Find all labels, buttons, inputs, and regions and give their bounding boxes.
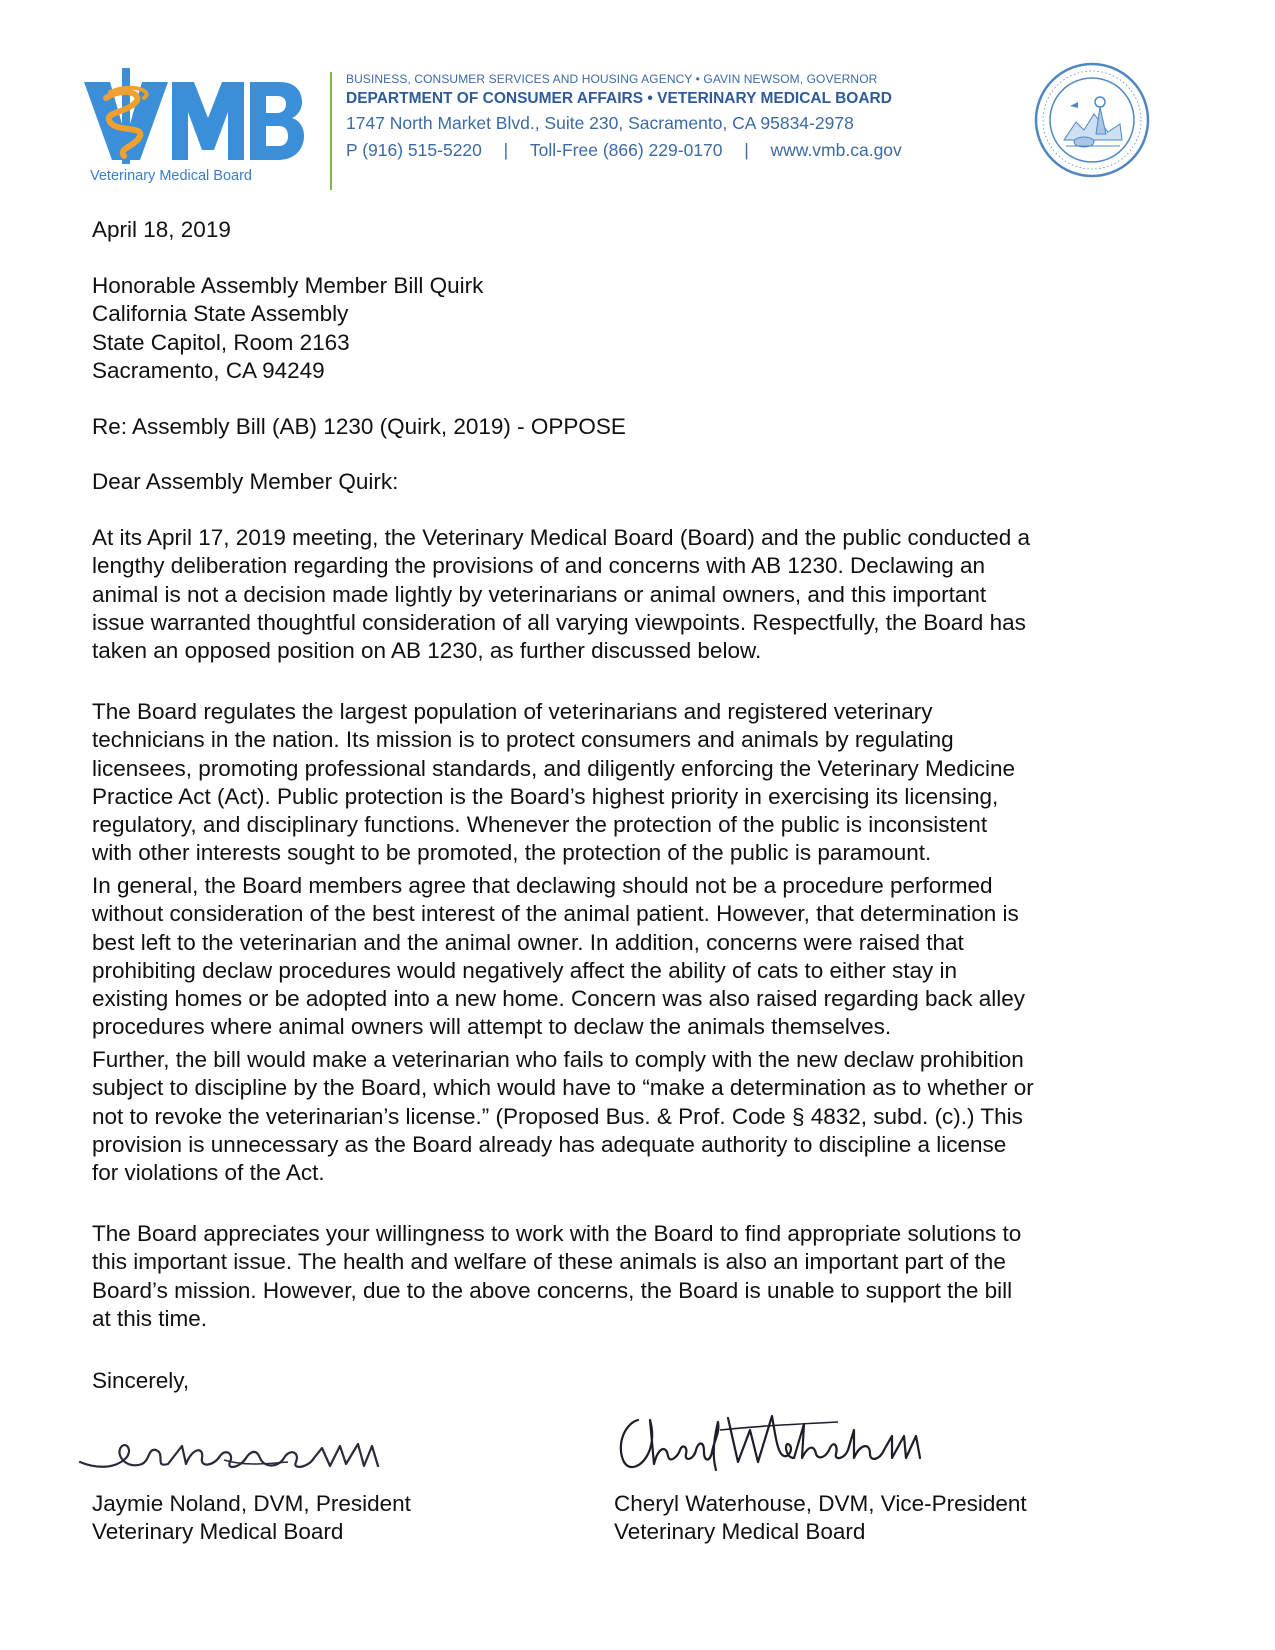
contact-separator: | [744,140,749,160]
salutation: Dear Assembly Member Quirk: [92,469,399,494]
signer-block-president [92,1490,411,1547]
paragraph-line: with other interests sought to be promoted, the protection of the public is paramount. [92,840,932,866]
vmb-logo [84,68,304,196]
paragraph-line: subject to discipline by the Board, which would have to “make a determination as to whether or [92,1075,1034,1101]
paragraph-line: not to revoke the veterinarian’s license.” (Proposed Bus. & Prof. Code § 4832, subd. (c).) This [92,1103,1023,1129]
paragraph-line: without consideration of the best interest of the animal patient. However, that determination is [92,901,1019,927]
signer-name-title: Jaymie Noland, DVM, President [92,1491,411,1516]
recipient-line: State Capitol, Room 2163 [92,329,350,355]
paragraph-line: technicians in the nation. Its mission is to protect consumers and animals by regulating [92,727,954,753]
contact-line [346,140,902,161]
website-url: www.vmb.ca.gov [770,140,902,160]
paragraph-2 [92,698,1192,868]
signer-organization: Veterinary Medical Board [92,1519,344,1545]
paragraph-line: taken an opposed position on AB 1230, as further discussed below. [92,638,762,664]
paragraph-line: existing homes or be adopted into a new home. Concern was also raised regarding back alley [92,986,1026,1012]
paragraph-line: Practice Act (Act). Public protection is the Board’s highest priority in exercising its licensing, [92,783,999,809]
recipient-line: Sacramento, CA 94249 [92,357,325,383]
closing: Sincerely, [92,1368,190,1393]
contact-separator: | [503,140,509,160]
letter-date: April 18, 2019 [92,217,231,242]
paragraph-3 [92,872,1192,1042]
paragraph-line: At its April 17, 2019 meeting, the Veterinary Medical Board (Board) and the public conducted a [92,525,1031,550]
paragraph-line: for violations of the Act. [92,1160,325,1186]
paragraph-line: animal is not a decision made lightly by veterinarians or animal owners, and this important [92,581,987,607]
paragraph-5 [92,1220,1192,1333]
paragraph-4 [92,1046,1192,1187]
agency-line: BUSINESS, CONSUMER SERVICES AND HOUSING AGENCY • GAVIN NEWSOM, GOVERNOR [346,72,878,86]
paragraph-line: licensees, promoting professional standards, and diligently enforcing the Veterinary Medicine [92,755,1016,781]
signer-name-title: Cheryl Waterhouse, DVM, Vice-President [614,1491,1027,1516]
department-line: DEPARTMENT OF CONSUMER AFFAIRS • VETERINARY MEDICAL BOARD [346,90,892,107]
signer-block-vice-president [614,1490,1027,1547]
paragraph-line: Further, the bill would make a veterinarian who fails to comply with the new declaw prohibition [92,1047,1024,1072]
logo-caption: Veterinary Medical Board [90,168,252,184]
letterhead-divider [330,72,332,190]
paragraph-line: The Board appreciates your willingness to work with the Board to find appropriate solutions to [92,1221,1022,1246]
paragraph-line: at this time. [92,1305,208,1331]
signature-waterhouse [608,1400,938,1486]
subject-line: Re: Assembly Bill (AB) 1230 (Quirk, 2019) - OPPOSE [92,414,626,439]
paragraph-line: regulatory, and disciplinary functions. Whenever the protection of the public is inconsistent [92,812,988,838]
phone-number: P (916) 515-5220 [346,140,482,160]
signature-noland [74,1418,454,1498]
paragraph-line: Board’s mission. However, due to the above concerns, the Board is unable to support the bill [92,1277,1013,1303]
recipient-address [92,272,1192,385]
paragraph-1 [92,524,1192,665]
paragraph-line: procedures where animal owners will attempt to declaw the animals themselves. [92,1014,892,1040]
state-seal-icon [1034,62,1150,178]
toll-free-number: Toll-Free (866) 229-0170 [529,140,723,160]
paragraph-line: The Board regulates the largest population of veterinarians and registered veterinary [92,699,933,724]
address-line: 1747 North Market Blvd., Suite 230, Sacramento, CA 95834-2978 [346,113,854,133]
paragraph-line: lengthy deliberation regarding the provisions of and concerns with AB 1230. Declawing an [92,553,986,579]
vmb-logo-graphic [84,68,304,168]
paragraph-line: prohibiting declaw procedures would negatively affect the ability of cats to either stay in [92,957,958,983]
paragraph-line: In general, the Board members agree that declawing should not be a procedure performed [92,873,993,898]
california-state-seal [1034,62,1150,178]
paragraph-line: this important issue. The health and welfare of these animals is also an important part of the [92,1249,1006,1275]
recipient-line: Honorable Assembly Member Bill Quirk [92,273,484,298]
paragraph-line: best left to the veterinarian and the animal owner. In addition, concerns were raised that [92,929,964,955]
paragraph-line: provision is unnecessary as the Board already has adequate authority to discipline a license [92,1131,1007,1157]
paragraph-line: issue warranted thoughtful consideration of all varying viewpoints. Respectfully, the Board has [92,609,1026,635]
signer-organization: Veterinary Medical Board [614,1519,866,1545]
recipient-line: California State Assembly [92,301,349,327]
